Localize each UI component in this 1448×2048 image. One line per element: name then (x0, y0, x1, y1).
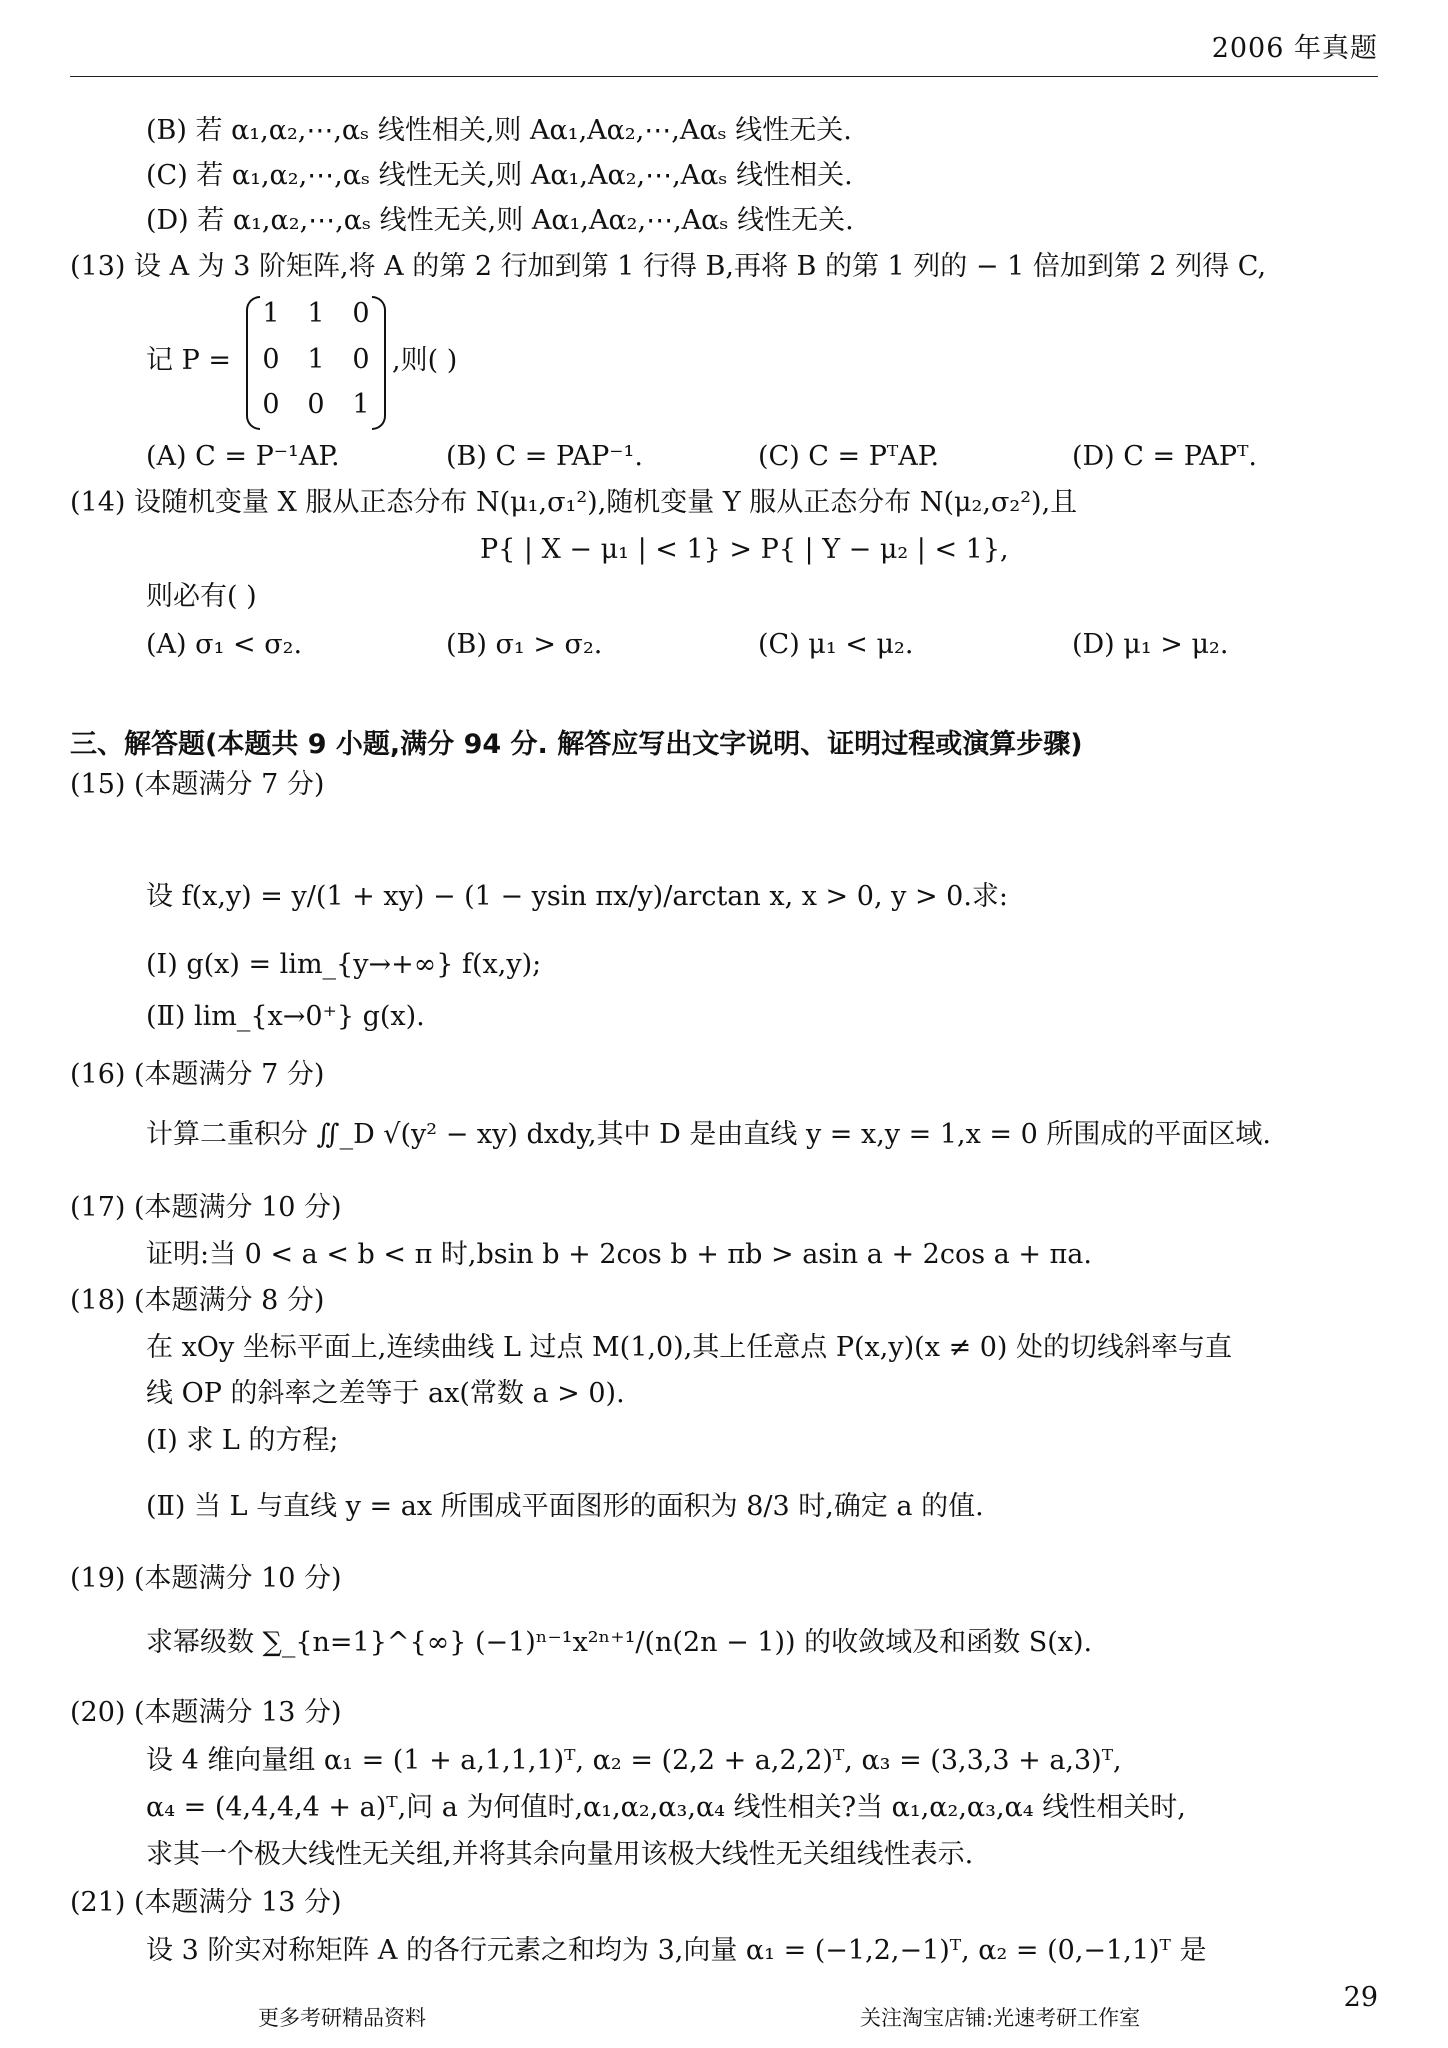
q18-header: (18) (本题满分 8 分) (70, 1285, 325, 1316)
q17-header: (17) (本题满分 10 分) (70, 1192, 342, 1223)
q15-part-1: (Ⅰ) g(x) = lim_{y→+∞} f(x,y); (146, 949, 542, 980)
q14-then: 则必有( ) (146, 581, 257, 612)
matrix-cell: 0 (262, 389, 280, 420)
q14-option-c: (C) μ₁ < μ₂. (758, 629, 914, 660)
q12-option-c: (C) 若 α₁,α₂,⋯,αₛ 线性无关,则 Aα₁,Aα₂,⋯,Aαₛ 线性相关. (146, 160, 853, 191)
q20-body-2: α₄ = (4,4,4,4 + a)ᵀ,问 a 为何值时,α₁,α₂,α₃,α₄ 线性相关?当 α₁,α₂,α₃,α₄ 线性相关时, (146, 1792, 1186, 1823)
q13-stem: (13) 设 A 为 3 阶矩阵,将 A 的第 2 行加到第 1 行得 B,再将 B 的第 1 列的 − 1 倍加到第 2 列得 C, (70, 251, 1267, 282)
q18-body-2: 线 OP 的斜率之差等于 ax(常数 a > 0). (146, 1378, 625, 1409)
q21-body: 设 3 阶实对称矩阵 A 的各行元素之和均为 3,向量 α₁ = (−1,2,−1)ᵀ, α₂ = (0,−1,1)ᵀ 是 (146, 1935, 1207, 1966)
q17-body: 证明:当 0 < a < b < π 时,bsin b + 2cos b + πb > asin a + 2cos a + πa. (146, 1239, 1092, 1270)
matrix-cell: 0 (262, 344, 280, 375)
header-rule (70, 76, 1378, 77)
matrix-cell: 1 (307, 344, 325, 375)
q13-option-d: (D) C = PAPᵀ. (1072, 441, 1258, 472)
q18-part-1: (Ⅰ) 求 L 的方程; (146, 1425, 339, 1456)
q14-option-a: (A) σ₁ < σ₂. (146, 629, 303, 660)
matrix-p (246, 296, 386, 426)
matrix-cell: 0 (307, 389, 325, 420)
q14-formula: P{ | X − μ₁ | < 1} > P{ | Y − μ₂ | < 1}, (480, 534, 1009, 565)
matrix-cell: 1 (262, 298, 280, 329)
matrix-cell: 0 (352, 298, 370, 329)
footer-left-note: 更多考研精品资料 (258, 2006, 426, 2030)
q14-stem: (14) 设随机变量 X 服从正态分布 N(μ₁,σ₁²),随机变量 Y 服从正态分布 N(μ₂,σ₂²),且 (70, 487, 1078, 518)
q20-header: (20) (本题满分 13 分) (70, 1697, 342, 1728)
section-title: 三、解答题(本题共 9 小题,满分 94 分. 解答应写出文字说明、证明过程或演算步骤) (70, 729, 1083, 760)
q19-header: (19) (本题满分 10 分) (70, 1563, 342, 1594)
page-header: 2006 年真题 (1211, 33, 1378, 64)
matrix-cell: 1 (307, 298, 325, 329)
matrix-cell: 1 (352, 389, 370, 420)
q19-body: 求幂级数 ∑_{n=1}^{∞} (−1)ⁿ⁻¹x²ⁿ⁺¹/(n(2n − 1)) 的收敛域及和函数 S(x). (146, 1627, 1093, 1658)
q18-body-1: 在 xOy 坐标平面上,连续曲线 L 过点 M(1,0),其上任意点 P(x,y)(x ≠ 0) 处的切线斜率与直 (146, 1332, 1232, 1363)
q14-option-b: (B) σ₁ > σ₂. (446, 629, 603, 660)
q14-option-d: (D) μ₁ > μ₂. (1072, 629, 1229, 660)
q21-header: (21) (本题满分 13 分) (70, 1887, 342, 1918)
q12-option-b: (B) 若 α₁,α₂,⋯,αₛ 线性相关,则 Aα₁,Aα₂,⋯,Aαₛ 线性无关. (146, 115, 852, 146)
page-number: 29 (1343, 1982, 1378, 2013)
footer-right-note: 关注淘宝店铺:光速考研工作室 (860, 2006, 1141, 2030)
q15-function: 设 f(x,y) = y/(1 + xy) − (1 − ysin πx/y)/arctan x, x > 0, y > 0.求: (146, 881, 1009, 912)
q15-header: (15) (本题满分 7 分) (70, 769, 325, 800)
q13-option-c: (C) C = PᵀAP. (758, 441, 940, 472)
q13-blank: ,则( ) (392, 345, 458, 376)
q13-option-a: (A) C = P⁻¹AP. (146, 441, 340, 472)
q13-define-p: 记 P = (146, 345, 231, 376)
q16-header: (16) (本题满分 7 分) (70, 1059, 325, 1090)
q15-part-2: (Ⅱ) lim_{x→0⁺} g(x). (146, 1001, 425, 1032)
q12-option-d: (D) 若 α₁,α₂,⋯,αₛ 线性无关,则 Aα₁,Aα₂,⋯,Aαₛ 线性无关. (146, 205, 854, 236)
q20-body-3: 求其一个极大线性无关组,并将其余向量用该极大线性无关组线性表示. (146, 1839, 974, 1870)
matrix-cell: 0 (352, 344, 370, 375)
q13-option-b: (B) C = PAP⁻¹. (446, 441, 643, 472)
q20-body-1: 设 4 维向量组 α₁ = (1 + a,1,1,1)ᵀ, α₂ = (2,2 + a,2,2)ᵀ, α₃ = (3,3,3 + a,3)ᵀ, (146, 1745, 1122, 1776)
q18-part-2: (Ⅱ) 当 L 与直线 y = ax 所围成平面图形的面积为 8/3 时,确定 a 的值. (146, 1491, 984, 1522)
q16-body: 计算二重积分 ∬_D √(y² − xy) dxdy,其中 D 是由直线 y = x,y = 1,x = 0 所围成的平面区域. (146, 1119, 1271, 1150)
